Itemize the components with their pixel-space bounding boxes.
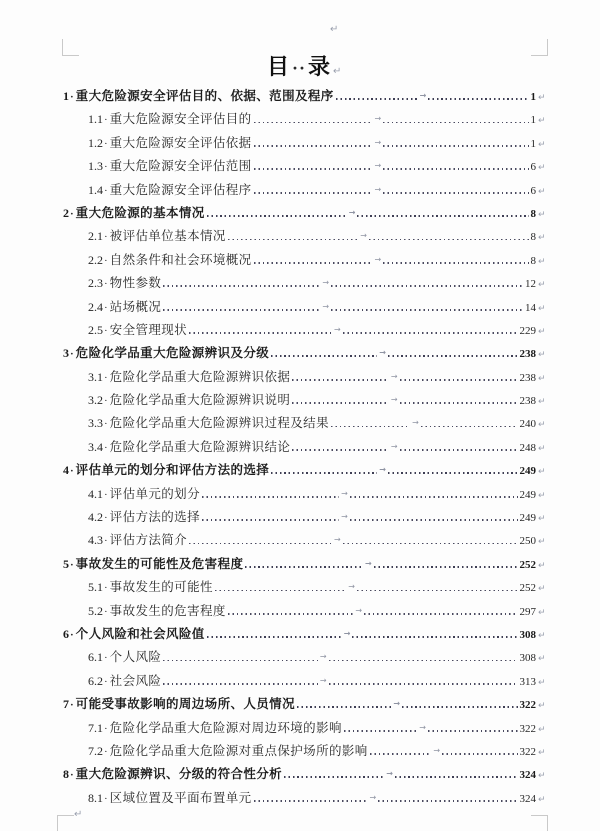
entry-number: 8 [63, 767, 69, 782]
entry-page-number: 313 [519, 675, 536, 688]
space-mark: · [104, 512, 108, 525]
tab-mark: → [390, 441, 398, 451]
dot-leader [163, 285, 320, 287]
dot-leader [352, 636, 517, 638]
toc-entry[interactable]: 4.3 · 评估方法简介 → 250 ↵ [88, 532, 546, 548]
dot-leader [400, 449, 518, 451]
space-mark: · [104, 675, 108, 688]
paragraph-mark: ↵ [74, 809, 83, 820]
toc-entry[interactable]: 6.2 · 社会风险 → 313 ↵ [88, 672, 546, 688]
toc-entry[interactable]: 3.4 · 危险化学品重大危险源辨识结论 → 248 ↵ [88, 438, 546, 454]
entry-title: 社会风险 [109, 672, 162, 688]
entry-page-number: 308 [519, 628, 536, 641]
entry-number: 4.1 [88, 486, 103, 501]
toc-page-title: 目 ·· 录 ↵ [0, 50, 600, 81]
toc-entry[interactable]: 6 · 个人风险和社会风险值 → 308 ↵ [63, 625, 546, 641]
space-mark: · [70, 628, 74, 641]
tab-mark: → [319, 675, 327, 685]
entry-number: 1.2 [88, 135, 103, 150]
space-mark: · [104, 324, 108, 337]
entry-number: 2.4 [88, 299, 103, 314]
dot-leader [207, 636, 342, 638]
tab-mark: → [393, 699, 401, 709]
entry-title: 安全管理现状 [109, 321, 188, 337]
dot-leader [402, 706, 517, 708]
space-mark: · [104, 114, 108, 127]
entry-title: 被评估单位基本情况 [109, 228, 226, 244]
toc-entry[interactable]: 2.1 · 被评估单位基本情况 → 8 ↵ [88, 228, 546, 244]
tab-mark: → [379, 348, 386, 358]
dot-leader [364, 613, 517, 615]
space-mark: · [70, 91, 74, 103]
dot-leader [292, 449, 389, 451]
dot-leader [336, 98, 418, 100]
entry-page-number: 248 [519, 441, 536, 454]
entry-page-number: 238 [519, 348, 536, 361]
dot-leader [350, 496, 518, 498]
entry-page-number: 229 [519, 324, 536, 337]
entry-title: 危险化学品重大危险源辨识说明 [109, 392, 291, 408]
dot-leader [388, 355, 518, 357]
entry-page-number: 324 [519, 792, 536, 805]
dot-leader [383, 192, 528, 194]
entry-title: 个人风险和社会风险值 [75, 625, 205, 641]
entry-title: 重大危险源安全评估目的、依据、范围及程序 [75, 88, 334, 103]
entry-number: 1 [63, 89, 69, 103]
space-mark: · [104, 254, 108, 267]
dot-leader [343, 332, 518, 334]
entry-number: 4 [63, 463, 69, 478]
dot-leader [254, 800, 368, 802]
space-mark: · [70, 465, 74, 478]
entry-number: 6 [63, 626, 69, 641]
entry-number: 1.4 [88, 182, 103, 197]
entry-page-number: 6 [530, 161, 537, 174]
dot-leader [189, 543, 332, 545]
space-mark: · [70, 699, 74, 712]
title-text: 录 [308, 54, 332, 79]
dot-leader [331, 285, 523, 287]
dot-leader [344, 730, 417, 732]
toc-entry[interactable]: 2.5 · 安全管理现状 → 229 ↵ [88, 321, 546, 337]
space-marks: ·· [291, 58, 306, 78]
dot-leader [428, 98, 528, 100]
dot-leader [202, 519, 339, 521]
tab-mark: → [374, 184, 382, 194]
dot-leader [383, 145, 528, 147]
entry-page-number: 252 [519, 558, 536, 571]
dot-leader [163, 660, 318, 662]
toc-entry[interactable]: 3.1 · 危险化学品重大危险源辨识依据 → 238 ↵ [88, 368, 546, 384]
entry-page-number: 324 [519, 769, 536, 782]
entry-number: 3.4 [88, 439, 103, 454]
dot-leader [163, 309, 320, 311]
toc-entry[interactable]: 4.2 · 评估方法的选择 → 249 ↵ [88, 509, 546, 525]
dot-leader [254, 168, 373, 170]
toc-entry[interactable]: 5 · 事故发生的可能性及危害程度 → 252 ↵ [63, 555, 546, 571]
paragraph-mark: ↵ [330, 24, 339, 35]
dot-leader [329, 660, 518, 662]
entry-number: 3 [63, 346, 69, 361]
entry-page-number: 238 [519, 395, 536, 408]
toc-entry[interactable]: 5.1 · 事故发生的可能性 → 252 ↵ [88, 579, 546, 595]
entry-number: 5.2 [88, 603, 103, 618]
entry-number: 7.1 [88, 720, 103, 735]
tab-mark: → [390, 395, 398, 405]
space-mark: · [104, 231, 108, 244]
dot-leader [202, 496, 339, 498]
tab-mark: → [419, 722, 426, 732]
entry-title: 事故发生的可能性 [109, 579, 213, 595]
tab-mark: → [379, 465, 386, 475]
dot-leader [388, 472, 518, 474]
title-text: 目 [266, 54, 290, 79]
dot-leader [284, 776, 384, 778]
entry-page-number: 8 [530, 231, 536, 244]
toc-entry[interactable]: 2.3 · 物性参数 → 12 ↵ [88, 275, 546, 291]
entry-title: 重大危险源的基本情况 [75, 204, 205, 220]
dot-leader [343, 543, 518, 545]
toc-entry[interactable]: 2.2 · 自然条件和社会环境概况 → 8 ↵ [88, 251, 546, 267]
entry-number: 2 [63, 205, 69, 220]
space-mark: · [104, 395, 108, 408]
space-mark: · [70, 558, 74, 571]
entry-title: 危险化学品重大危险源辨识及分级 [75, 345, 270, 361]
dot-leader [421, 426, 518, 428]
entry-page-number: 249 [519, 465, 536, 478]
tab-mark: → [341, 488, 348, 498]
tab-mark: → [412, 418, 419, 428]
space-mark: · [104, 441, 108, 454]
dot-leader [254, 145, 373, 147]
dot-leader [189, 332, 332, 334]
space-mark: · [104, 792, 108, 805]
toc-entry[interactable]: 8.1 · 区域位置及平面布置单元 → 324 ↵ [88, 789, 546, 805]
space-mark: · [104, 371, 108, 384]
tab-mark: → [386, 769, 393, 779]
entry-page-number: 249 [519, 488, 536, 501]
entry-title: 危险化学品重大危险源辨识过程及结果 [109, 415, 329, 431]
dot-leader [370, 753, 432, 755]
dot-leader [254, 122, 373, 124]
space-mark: · [104, 278, 108, 291]
entry-page-number: 322 [519, 722, 536, 735]
entry-title: 个人风险 [109, 649, 162, 665]
dot-leader [254, 192, 373, 194]
text-boundary-mark-bottom-right [531, 815, 548, 831]
dot-leader [228, 613, 354, 615]
entry-number: 4.2 [88, 510, 103, 525]
entry-title: 自然条件和社会环境概况 [109, 251, 252, 267]
entry-number: 2.2 [88, 252, 103, 267]
entry-title: 区域位置及平面布置单元 [109, 789, 252, 805]
tab-mark: → [374, 254, 382, 264]
entry-number: 4.3 [88, 533, 103, 548]
entry-title: 可能受事故影响的周边场所、人员情况 [75, 696, 295, 712]
entry-page-number: 1 [530, 91, 536, 103]
entry-title: 危险化学品重大危险源辨识结论 [109, 438, 291, 454]
entry-page-number: 308 [519, 652, 536, 665]
space-mark: · [104, 605, 108, 618]
toc-entry[interactable]: 2.4 · 站场概况 → 14 ↵ [88, 298, 546, 314]
tab-mark: → [374, 161, 382, 171]
dot-leader [245, 566, 363, 568]
entry-page-number: 1 [530, 137, 537, 150]
entry-title: 危险化学品重大危险源对重点保护场所的影响 [109, 742, 368, 758]
entry-title: 事故发生的可能性及危害程度 [75, 555, 244, 571]
space-mark: · [104, 722, 108, 735]
toc-entry[interactable]: 1.3 · 重大危险源安全评估范围 → 6 ↵ [88, 158, 546, 174]
tab-mark: → [360, 231, 367, 241]
tab-mark: → [334, 324, 341, 334]
space-mark: · [70, 348, 74, 361]
entry-title: 重大危险源安全评估依据 [109, 134, 252, 150]
dot-leader [329, 683, 518, 685]
tab-mark: → [374, 137, 382, 147]
tab-mark: → [348, 207, 356, 217]
entry-number: 2.5 [88, 322, 103, 337]
tab-mark: → [348, 582, 355, 592]
entry-page-number: 14 [525, 301, 536, 314]
tab-mark: → [355, 605, 363, 615]
toc-entry[interactable]: 5.2 · 事故发生的危害程度 → 297 ↵ [88, 602, 546, 618]
entry-number: 3.3 [88, 416, 103, 431]
entry-title: 重大危险源辨识、分级的符合性分析 [75, 766, 283, 782]
entry-number: 3.2 [88, 393, 103, 408]
toc-entry[interactable]: 7.1 · 危险化学品重大危险源对周边环境的影响 → 322 ↵ [88, 719, 546, 735]
dot-leader [331, 309, 523, 311]
space-mark: · [104, 137, 108, 150]
entry-number: 1.3 [88, 159, 103, 174]
dot-leader [395, 776, 518, 778]
entry-title: 重大危险源安全评估程序 [109, 181, 252, 197]
dot-leader [428, 730, 518, 732]
toc-entry[interactable]: 6.1 · 个人风险 → 308 ↵ [88, 649, 546, 665]
entry-number: 6.2 [88, 673, 103, 688]
toc-entry[interactable]: 3.3 · 危险化学品重大危险源辨识过程及结果 → 240 ↵ [88, 415, 546, 431]
entry-number: 2.1 [88, 229, 103, 244]
toc-list [0, 86, 600, 811]
entry-page-number: 249 [519, 512, 536, 525]
tab-mark: → [322, 301, 330, 311]
tab-mark: → [419, 91, 427, 100]
entry-title: 评估单元的划分 [109, 485, 200, 501]
dot-leader [331, 426, 410, 428]
entry-title: 评估单元的划分和评估方法的选择 [75, 462, 270, 478]
entry-number: 3.1 [88, 369, 103, 384]
entry-number: 7 [63, 697, 69, 712]
space-mark: · [104, 161, 108, 174]
text-boundary-mark-bottom-left [57, 815, 74, 831]
space-mark: · [104, 418, 108, 431]
entry-number: 2.3 [88, 276, 103, 291]
dot-leader [163, 683, 318, 685]
entry-page-number: 238 [519, 371, 536, 384]
dot-leader [383, 168, 528, 170]
dot-leader [207, 215, 347, 217]
tab-mark: → [341, 512, 348, 522]
dot-leader [369, 239, 529, 241]
entry-page-number: 322 [519, 699, 536, 712]
tab-mark: → [433, 745, 441, 755]
dot-leader [254, 262, 373, 264]
entry-page-number: 8 [530, 254, 537, 267]
entry-title: 危险化学品重大危险源辨识依据 [109, 368, 291, 384]
dot-leader [271, 472, 377, 474]
toc-entry[interactable]: 1.4 · 重大危险源安全评估程序 → 6 ↵ [88, 181, 546, 197]
entry-page-number: 322 [519, 745, 536, 758]
dot-leader [400, 379, 518, 381]
tab-mark: → [319, 652, 327, 662]
space-mark: · [104, 652, 108, 665]
space-mark: · [70, 769, 74, 782]
entry-number: 1.1 [88, 112, 103, 127]
dot-leader [292, 379, 389, 381]
entry-page-number: 6 [530, 184, 537, 197]
entry-title: 站场概况 [109, 298, 162, 314]
entry-number: 6.1 [88, 650, 103, 665]
entry-title: 评估方法的选择 [109, 509, 200, 525]
entry-title: 事故发生的危害程度 [109, 602, 226, 618]
tab-mark: → [322, 278, 330, 288]
space-mark: · [70, 207, 74, 220]
dot-leader [292, 402, 389, 404]
space-mark: · [104, 301, 108, 314]
entry-number: 7.2 [88, 743, 103, 758]
dot-leader [383, 262, 528, 264]
toc-entry[interactable]: 3.2 · 危险化学品重大危险源辨识说明 → 238 ↵ [88, 392, 546, 408]
dot-leader [271, 355, 377, 357]
tab-mark: → [374, 114, 382, 124]
entry-title: 重大危险源安全评估范围 [109, 158, 252, 174]
entry-title: 物性参数 [109, 275, 162, 291]
toc-entry[interactable]: 2 · 重大危险源的基本情况 → 8 ↵ [63, 204, 546, 220]
dot-leader [357, 215, 528, 217]
toc-entry[interactable]: 7.2 · 危险化学品重大危险源对重点保护场所的影响 → 322 ↵ [88, 742, 546, 758]
dot-leader [374, 566, 518, 568]
dot-leader [297, 706, 391, 708]
toc-entry[interactable]: 3 · 危险化学品重大危险源辨识及分级 → 238 ↵ [63, 345, 546, 361]
toc-entry[interactable]: 8 · 重大危险源辨识、分级的符合性分析 → 324 ↵ [63, 766, 546, 782]
tab-mark: → [390, 371, 398, 381]
toc-entry[interactable]: 4 · 评估单元的划分和评估方法的选择 → 249 ↵ [63, 462, 546, 478]
dot-leader [442, 753, 517, 755]
entry-title: 危险化学品重大危险源对周边环境的影响 [109, 719, 342, 735]
dot-leader [383, 122, 528, 124]
entry-title: 重大危险源安全评估目的 [109, 111, 252, 127]
entry-page-number: 252 [519, 582, 536, 595]
entry-page-number: 12 [525, 278, 536, 291]
entry-title: 评估方法简介 [109, 532, 188, 548]
space-mark: · [104, 184, 108, 197]
toc-entry[interactable]: 1 · 重大危险源安全评估目的、依据、范围及程序 → 1 ↵ [63, 88, 546, 103]
toc-entry[interactable]: 1.1 · 重大危险源安全评估目的 → 1 ↵ [88, 111, 546, 127]
dot-leader [378, 800, 517, 802]
entry-page-number: 240 [519, 418, 536, 431]
dot-leader [400, 402, 518, 404]
space-mark: · [104, 745, 108, 758]
entry-page-number: 297 [519, 605, 536, 618]
toc-entry[interactable]: 7 · 可能受事故影响的周边场所、人员情况 → 322 ↵ [63, 696, 546, 712]
tab-mark: → [334, 535, 341, 545]
tab-mark: → [343, 628, 351, 638]
space-mark: · [104, 535, 108, 548]
dot-leader [357, 590, 518, 592]
toc-entry[interactable]: 4.1 · 评估单元的划分 → 249 ↵ [88, 485, 546, 501]
entry-number: 8.1 [88, 790, 103, 805]
tab-mark: → [369, 792, 377, 802]
space-mark: · [104, 582, 108, 595]
toc-entry[interactable]: 1.2 · 重大危险源安全评估依据 → 1 ↵ [88, 134, 546, 150]
entry-number: 5.1 [88, 580, 103, 595]
entry-page-number: 1 [530, 114, 537, 127]
space-mark: · [104, 488, 108, 501]
dot-leader [350, 519, 518, 521]
entry-page-number: 8 [530, 207, 536, 220]
dot-leader [215, 590, 346, 592]
dot-leader [228, 239, 359, 241]
entry-page-number: 250 [519, 535, 536, 548]
entry-number: 5 [63, 556, 69, 571]
tab-mark: → [365, 558, 372, 568]
